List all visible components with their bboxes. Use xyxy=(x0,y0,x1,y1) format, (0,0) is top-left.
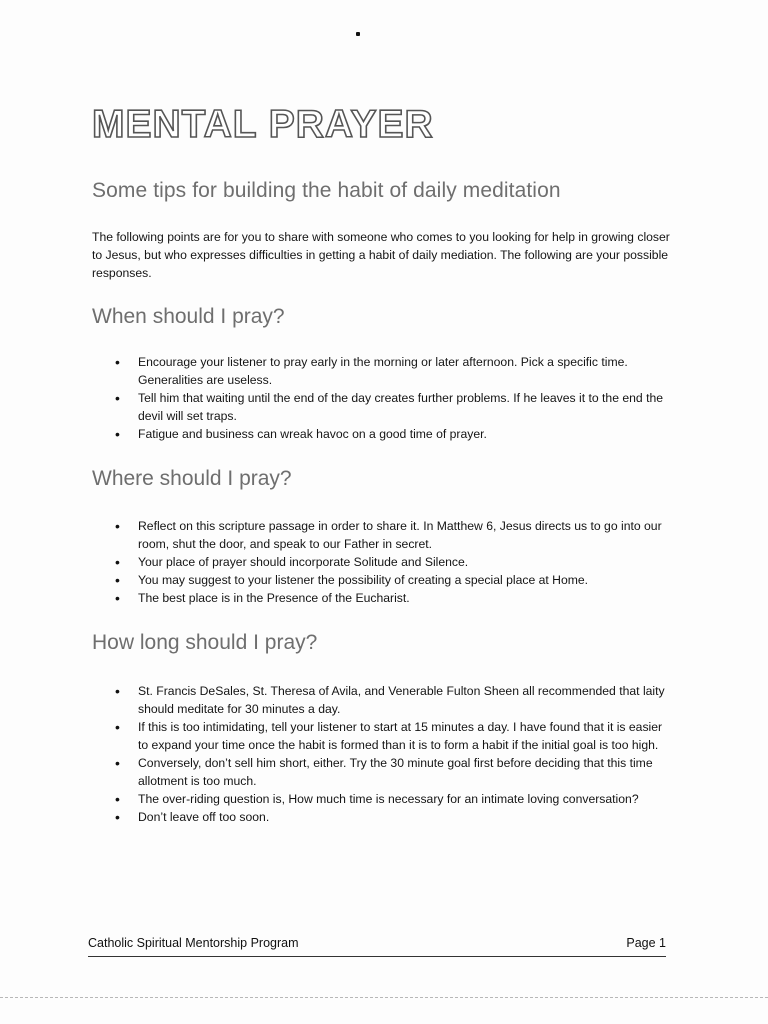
list-item: • Don’t leave off too soon. xyxy=(92,808,672,826)
list-item: • You may suggest to your listener the possibility of creating a special place at Home. xyxy=(92,571,672,589)
bullet-list-when xyxy=(92,353,672,443)
bullet-list-how-long xyxy=(92,682,672,826)
list-item: • The best place is in the Presence of the Eucharist. xyxy=(92,589,672,607)
list-item: • If this is too intimidating, tell your listener to start at 15 minutes a day. I have found that it is easier to expand your time once the habit is formed than it is to form a habit if the initial goal is too high. xyxy=(92,718,672,754)
list-item: • Tell him that waiting until the end of the day creates further problems. If he leaves it to the end the devil will set traps. xyxy=(92,389,672,425)
footer-program-name: Catholic Spiritual Mentorship Program xyxy=(88,936,299,950)
page-footer xyxy=(88,934,666,957)
footer-page-number: Page 1 xyxy=(626,936,666,950)
list-item: • Encourage your listener to pray early in the morning or later afternoon. Pick a specific time. Generalities are useless. xyxy=(92,353,672,389)
section-heading-how-long: How long should I pray? xyxy=(92,631,318,654)
list-item: • Fatigue and business can wreak havoc on a good time of prayer. xyxy=(92,425,672,443)
scan-edge-line xyxy=(0,997,768,998)
list-item: • Your place of prayer should incorporate Solitude and Silence. xyxy=(92,553,672,571)
scan-speck xyxy=(356,32,360,36)
list-item: • The over-riding question is, How much time is necessary for an intimate loving conversation? xyxy=(92,790,672,808)
bullet-list-where xyxy=(92,517,672,607)
intro-paragraph: The following points are for you to share with someone who comes to you looking for help in growing closer to Jesus, but who expresses difficulties in getting a habit of daily mediation. The following are your possible responses. xyxy=(92,230,670,280)
page-title: MENTAL PRAYER xyxy=(92,103,434,146)
page-subtitle: Some tips for building the habit of daily meditation xyxy=(92,179,561,202)
list-item: • Reflect on this scripture passage in order to share it. In Matthew 6, Jesus directs us to go into our room, shut the door, and speak to our Father in secret. xyxy=(92,517,672,553)
section-heading-where: Where should I pray? xyxy=(92,467,292,490)
section-heading-when: When should I pray? xyxy=(92,305,285,328)
list-item: • St. Francis DeSales, St. Theresa of Avila, and Venerable Fulton Sheen all recommended that laity should meditate for 30 minutes a day. xyxy=(92,682,672,718)
list-item: • Conversely, don’t sell him short, either. Try the 30 minute goal first before deciding that this time allotment is too much. xyxy=(92,754,672,790)
